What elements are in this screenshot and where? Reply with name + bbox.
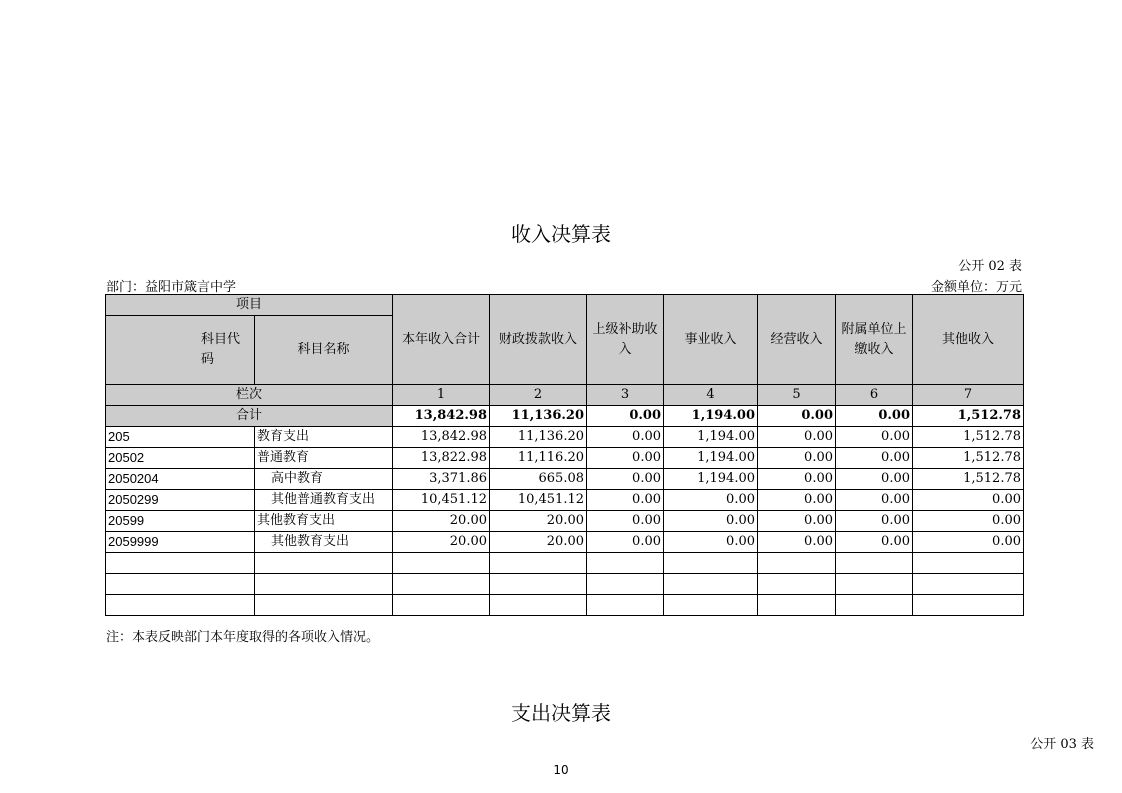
row-value: 0.00 (587, 469, 664, 490)
row-value: 0.00 (836, 448, 913, 469)
table-row (106, 448, 1024, 469)
header-col6: 附属单位上缴收入 (836, 295, 913, 385)
header-col1: 本年收入合计 (393, 295, 490, 385)
department-label: 部门：益阳市箴言中学 (106, 280, 237, 295)
page-title: 收入决算表 (511, 222, 611, 246)
row-value: 0.00 (587, 532, 664, 553)
index-2: 2 (490, 385, 587, 406)
row-value: 11,136.20 (490, 427, 587, 448)
row-value: 0.00 (664, 532, 758, 553)
row-value: 1,194.00 (664, 448, 758, 469)
total-col1: 13,842.98 (393, 406, 490, 427)
row-value: 665.08 (490, 469, 587, 490)
header-col5: 经营收入 (758, 295, 836, 385)
header-subject-name: 科目名称 (255, 316, 393, 385)
total-col7: 1,512.78 (913, 406, 1024, 427)
header-col2: 财政拨款收入 (490, 295, 587, 385)
row-value: 0.00 (913, 532, 1024, 553)
row-value: 0.00 (758, 469, 836, 490)
row-value: 20.00 (490, 511, 587, 532)
row-value: 10,451.12 (393, 490, 490, 511)
row-name: 高中教育 (255, 469, 393, 490)
header-col7: 其他收入 (913, 295, 1024, 385)
row-value: 0.00 (836, 469, 913, 490)
row-value: 11,116.20 (490, 448, 587, 469)
row-value: 0.00 (664, 511, 758, 532)
row-value: 20.00 (490, 532, 587, 553)
row-value: 0.00 (836, 511, 913, 532)
index-5: 5 (758, 385, 836, 406)
row-code: 2059999 (106, 532, 255, 553)
table-row (106, 469, 1024, 490)
table-row (106, 490, 1024, 511)
index-3: 3 (587, 385, 664, 406)
row-value: 0.00 (587, 511, 664, 532)
table-row (106, 427, 1024, 448)
header-subject-code: 科目代码 (106, 316, 255, 385)
header-column-index: 栏次 (106, 385, 393, 406)
row-value: 0.00 (836, 427, 913, 448)
row-value: 0.00 (758, 532, 836, 553)
row-code: 2050299 (106, 490, 255, 511)
header-col3: 上级补助收入 (587, 295, 664, 385)
row-value: 0.00 (587, 427, 664, 448)
row-name: 其他教育支出 (255, 511, 393, 532)
row-value: 0.00 (758, 511, 836, 532)
row-value: 1,194.00 (664, 427, 758, 448)
header-project: 项目 (106, 295, 393, 316)
table-note: 注：本表反映部门本年度取得的各项收入情况。 (106, 630, 380, 645)
table-row (106, 532, 1024, 553)
index-1: 1 (393, 385, 490, 406)
row-value: 0.00 (758, 427, 836, 448)
row-name: 其他教育支出 (255, 532, 393, 553)
row-code: 205 (106, 427, 255, 448)
row-value: 20.00 (393, 511, 490, 532)
row-name: 教育支出 (255, 427, 393, 448)
table-code: 公开 02 表 (958, 259, 1022, 274)
next-table-code: 公开 03 表 (1030, 737, 1094, 752)
total-label: 合计 (106, 406, 393, 427)
empty-row (106, 553, 1024, 574)
total-col5: 0.00 (758, 406, 836, 427)
total-row (106, 406, 1024, 427)
row-code: 20502 (106, 448, 255, 469)
table-row (106, 511, 1024, 532)
row-value: 0.00 (836, 490, 913, 511)
unit-label: 金额单位：万元 (930, 280, 1022, 295)
row-value: 0.00 (664, 490, 758, 511)
index-6: 6 (836, 385, 913, 406)
row-code: 2050204 (106, 469, 255, 490)
index-4: 4 (664, 385, 758, 406)
row-value: 3,371.86 (393, 469, 490, 490)
empty-row (106, 595, 1024, 616)
row-value: 20.00 (393, 532, 490, 553)
income-table (105, 294, 1024, 616)
row-value: 0.00 (758, 448, 836, 469)
row-value: 0.00 (913, 490, 1024, 511)
row-value: 0.00 (587, 448, 664, 469)
page-number: 10 (553, 763, 569, 777)
row-value: 1,194.00 (664, 469, 758, 490)
row-value: 13,822.98 (393, 448, 490, 469)
row-value: 0.00 (836, 532, 913, 553)
row-name: 其他普通教育支出 (255, 490, 393, 511)
row-code: 20599 (106, 511, 255, 532)
row-value: 1,512.78 (913, 469, 1024, 490)
row-value: 13,842.98 (393, 427, 490, 448)
row-value: 10,451.12 (490, 490, 587, 511)
index-7: 7 (913, 385, 1024, 406)
total-col4: 1,194.00 (664, 406, 758, 427)
header-col4: 事业收入 (664, 295, 758, 385)
row-value: 1,512.78 (913, 427, 1024, 448)
row-value: 0.00 (758, 490, 836, 511)
total-col3: 0.00 (587, 406, 664, 427)
row-value: 1,512.78 (913, 448, 1024, 469)
row-value: 0.00 (587, 490, 664, 511)
row-value: 0.00 (913, 511, 1024, 532)
empty-row (106, 574, 1024, 595)
row-name: 普通教育 (255, 448, 393, 469)
total-col2: 11,136.20 (490, 406, 587, 427)
total-col6: 0.00 (836, 406, 913, 427)
next-section-title: 支出决算表 (511, 701, 611, 725)
